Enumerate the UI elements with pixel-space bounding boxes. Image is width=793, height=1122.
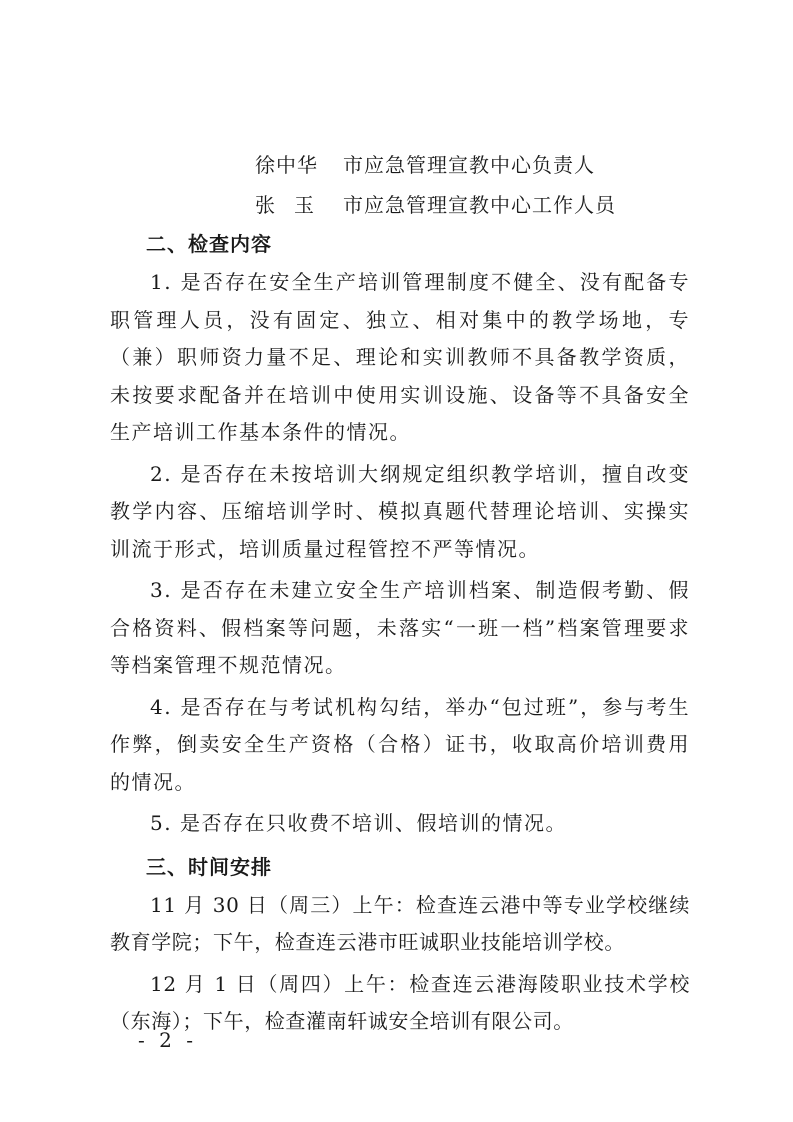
inspection-item: 4. 是否存在与考试机构勾结，举办“包过班”，参与考生作弊，倒卖安全生产资格（合格）证书，收取高价培训费用的情况。 — [110, 694, 690, 794]
person-name: 张玉 — [255, 193, 333, 217]
inspection-item: 3. 是否存在未建立安全生产培训档案、制造假考勤、假合格资料、假档案等问题，未落实“一班一档”档案管理要求等档案管理不规范情况。 — [110, 578, 690, 677]
document-body — [110, 224, 690, 1045]
inspection-item: 2. 是否存在未按培训大纲规定组织教学培训，擅自改变教学内容、压缩培训学时、模拟真题代替理论培训、实操实训流于形式，培训质量过程管控不严等情况。 — [110, 461, 690, 561]
schedule-item: 12 月 1 日（周四）上午：检查连云港海陵职业技术学校（东海）；下午，检查灌南轩诚安全培训有限公司。 — [110, 971, 690, 1033]
person-name: 徐中华 — [255, 153, 318, 177]
person-role: 市应急管理宣教中心负责人 — [343, 153, 595, 177]
section-heading-inspection-content: 二、检查内容 — [146, 232, 272, 256]
person-row — [255, 145, 675, 185]
section-heading-schedule: 三、时间安排 — [146, 854, 272, 879]
inspection-item: 5. 是否存在只收费不培训、假培训的情况。 — [150, 811, 567, 835]
person-role: 市应急管理宣教中心工作人员 — [343, 193, 616, 217]
person-row — [255, 185, 675, 225]
inspection-item: 1. 是否存在安全生产培训管理制度不健全、没有配备专职管理人员，没有固定、独立、相对集中的教学场地，专（兼）职师资力量不足、理论和实训教师不具备教学资质，未按要求配备并在培训中使用实训设施、设备等不具备安全生产培训工作基本条件的情况。 — [110, 270, 690, 444]
personnel-list — [255, 145, 675, 225]
schedule-item: 11 月 30 日（周三）上午：检查连云港中等专业学校继续教育学院；下午，检查连云港市旺诚职业技能培训学校。 — [110, 892, 690, 954]
page-number: - 2 - — [138, 1028, 197, 1052]
